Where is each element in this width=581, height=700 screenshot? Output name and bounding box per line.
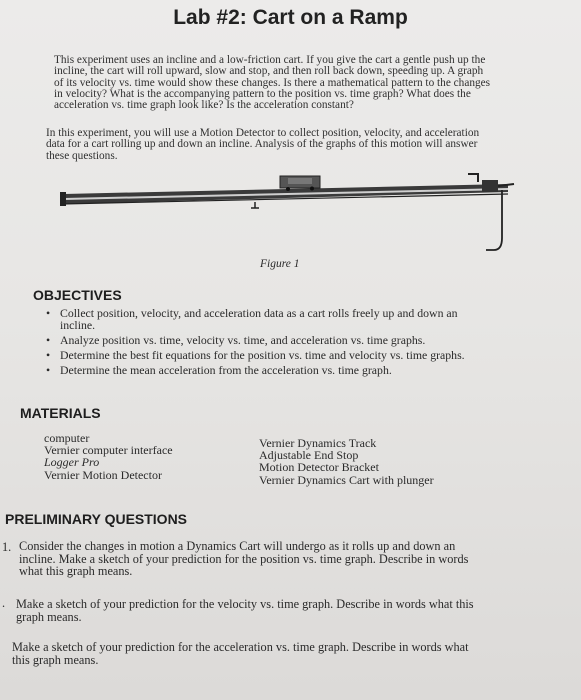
question-line: incline. Make a sketch of your prediction for the position vs. time graph. Describe in words (19, 551, 469, 566)
method-line: these questions. (46, 149, 118, 162)
intro-line: of its velocity vs. time would show these changes. Is there a mathematical pattern to the changes (54, 76, 491, 89)
objective-item (46, 307, 516, 331)
objective-item (46, 364, 516, 376)
question-3 (12, 641, 469, 666)
cart-top (288, 178, 312, 184)
question-line: Consider the changes in motion a Dynamics Cart will undergo as it rolls up and down an (19, 539, 456, 553)
objective-item (46, 334, 516, 346)
question-2 (16, 598, 474, 623)
question-line: what this graph means. (19, 564, 133, 578)
materials-right-column (259, 437, 434, 486)
end-stop-post (486, 190, 502, 250)
question-line: graph means. (16, 609, 82, 624)
intro-line: incline, the cart will roll upward, slow and stop, and then roll back down, speeding up. A graph (54, 65, 484, 78)
question-line: this graph means. (12, 652, 99, 667)
materials-left-column (44, 432, 173, 481)
intro-line: acceleration vs. time graph look like? Is the acceleration constant? (54, 99, 354, 112)
material-item: Vernier computer interface (44, 443, 173, 458)
objective-line: incline. (60, 318, 96, 332)
materials-heading: MATERIALS (20, 405, 101, 421)
objective-line: Analyze position vs. time, velocity vs. time, and acceleration vs. time graphs. (60, 333, 426, 347)
material-item: Adjustable End Stop (259, 448, 359, 463)
objective-line: Collect position, velocity, and acceleration data as a cart rolls freely up and down an (60, 306, 458, 320)
material-item: Vernier Dynamics Cart with plunger (259, 472, 434, 487)
method-line: data for a cart rolling up and down an incline. Analysis of the graphs of this motion will answer (46, 138, 478, 151)
intro-line: in velocity? What is the accompanying pattern to the position vs. time graph? What does the (54, 87, 471, 100)
cart-wheel (286, 187, 290, 191)
cart-wheel (310, 187, 314, 191)
detector-bracket (468, 174, 478, 182)
question-line: Make a sketch of your prediction for the acceleration vs. time graph. Describe in words what (12, 640, 469, 654)
question-number: 1. (2, 540, 12, 554)
method-paragraph (46, 128, 479, 162)
figure-caption: Figure 1 (260, 258, 300, 270)
objective-item (46, 349, 516, 361)
preliminary-heading: PRELIMINARY QUESTIONS (5, 511, 188, 527)
figure-cart-on-ramp (58, 168, 528, 260)
intro-paragraph (54, 55, 490, 111)
material-item: Vernier Dynamics Track (259, 436, 377, 450)
left-end-cap (60, 192, 66, 206)
bullet: • (46, 363, 51, 377)
bullet: • (46, 306, 51, 320)
question-number: . (2, 596, 6, 610)
objective-line: Determine the mean acceleration from the acceleration vs. time graph. (60, 363, 392, 377)
method-line: In this experiment, you will use a Motion Detector to collect position, velocity, and acceleration (46, 127, 480, 139)
objectives-heading: OBJECTIVES (33, 287, 122, 303)
material-item: computer (44, 431, 90, 445)
bullet: • (46, 333, 51, 347)
motion-detector (482, 180, 498, 192)
material-item: Vernier Motion Detector (44, 467, 162, 482)
bullet: • (46, 348, 51, 362)
material-item: Motion Detector Bracket (259, 460, 379, 475)
question-line: Make a sketch of your prediction for the velocity vs. time graph. Describe in words what this (16, 597, 474, 611)
question-1 (19, 540, 468, 578)
material-item: Logger Pro (44, 455, 100, 470)
page-title: Lab #2: Cart on a Ramp (173, 6, 408, 29)
intro-line: This experiment uses an incline and a low-friction cart. If you give the cart a gentle push up the (54, 54, 486, 66)
objectives-list (46, 307, 516, 379)
objective-line: Determine the best fit equations for the position vs. time and velocity vs. time graphs. (60, 348, 465, 362)
